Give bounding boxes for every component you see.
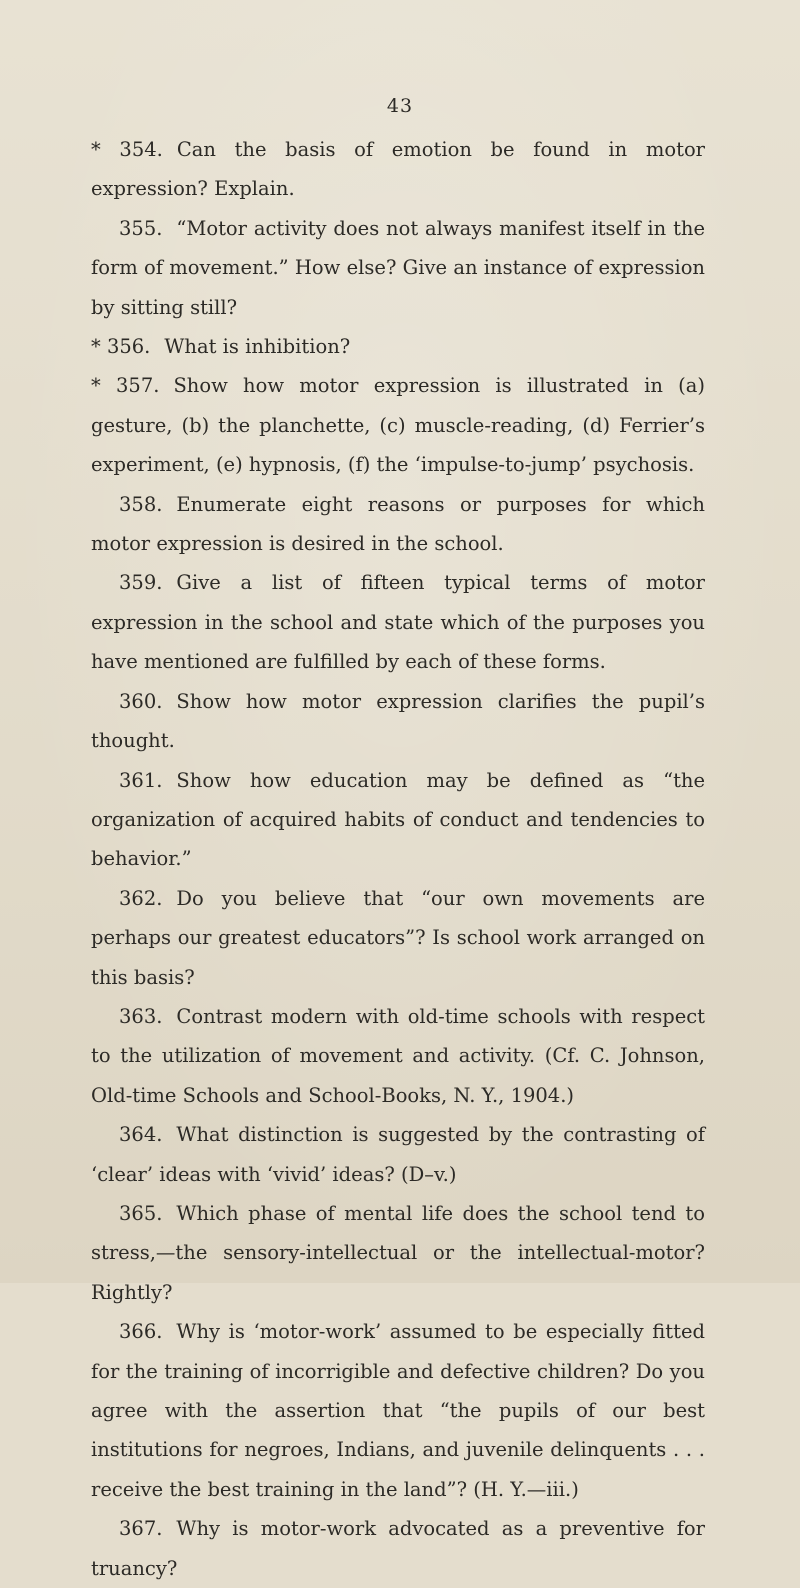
question-text: Contrast modern with old-time schools with respect to the utilization of movement and activity. (Cf. C. Johnson, Old-time Schools and School-Books, N. Y., 1904.) [91, 1004, 705, 1107]
question-number: 358. [119, 492, 163, 516]
question-number: 364. [119, 1123, 163, 1147]
asterisk-marker: * [91, 138, 120, 161]
page-number: 43 [386, 95, 414, 117]
question-item [91, 761, 705, 879]
question-number: 360. [119, 689, 163, 713]
question-number: 366. [119, 1320, 163, 1344]
question-number: 361. [119, 768, 163, 792]
question-text: Enumerate eight reasons or purposes for which motor expression is desired in the school. [91, 492, 705, 556]
question-item [91, 563, 705, 681]
asterisk-marker: * [91, 335, 107, 359]
question-text: Do you believe that “our own movements are perhaps our greatest educators”? Is school work arranged on this basis? [91, 886, 705, 989]
question-text: Can the basis of emotion be found in motor expression? Explain. [91, 138, 706, 201]
question-number: 355. [119, 216, 163, 240]
question-number: 362. [119, 886, 163, 910]
question-number: 363. [119, 1004, 163, 1028]
questions-list [91, 130, 705, 1588]
question-item [91, 1194, 705, 1312]
question-item [91, 682, 705, 761]
question-item [91, 327, 705, 366]
question-item [91, 1312, 705, 1509]
question-item [91, 209, 705, 327]
question-number: 359. [119, 571, 163, 595]
asterisk-marker: * [91, 374, 117, 398]
question-number: 365. [119, 1201, 163, 1225]
question-text: What is inhibition? [164, 335, 351, 359]
question-item [91, 997, 705, 1115]
question-item [91, 1115, 705, 1194]
question-item [91, 879, 705, 997]
question-text: What distinction is suggested by the contrasting of ‘clear’ ideas with ‘vivid’ ideas? (D–v.) [91, 1123, 705, 1186]
question-text: Why is motor-work advocated as a preventive for truancy? [91, 1517, 705, 1580]
question-number: 357. [116, 374, 160, 398]
question-number: 356. [106, 335, 151, 359]
question-number: 367. [119, 1517, 163, 1541]
question-number: 354. [119, 138, 163, 161]
question-item [91, 485, 705, 564]
question-text: Which phase of mental life does the school tend to stress,—the sensory-intellectual or the intellectual-motor? Rightly? [91, 1201, 705, 1304]
question-item [91, 1509, 705, 1588]
question-item [91, 366, 705, 484]
question-text: Show how education may be defined as “the organization of acquired habits of conduct and tendencies to behavior.” [91, 768, 705, 871]
question-text: “Motor activity does not always manifest itself in the form of movement.” How else? Give an instance of expression by sitting still? [91, 216, 705, 319]
question-text: Show how motor expression is illustrated in (a) gesture, (b) the planchette, (c) muscle-reading, (d) Ferrier’s experiment, (e) hypnosis, (f) the ‘impulse-to-jump’ psychosis. [91, 374, 705, 477]
question-text: Give a list of fifteen typical terms of motor expression in the school and state which of the purposes you have mentioned are fulfilled by each of these forms. [91, 571, 705, 674]
question-text: Show how motor expression clarifies the pupil’s thought. [91, 689, 705, 753]
question-text: Why is ‘motor-work’ assumed to be especially fitted for the training of incorrigible and defective children? Do you agree with the assertion that “the pupils of our best institutions for negroes, Indians, and juvenile delinquents . . . receive the best training in the land”? (H. Y.—iii.) [91, 1320, 705, 1501]
question-item [91, 130, 705, 209]
